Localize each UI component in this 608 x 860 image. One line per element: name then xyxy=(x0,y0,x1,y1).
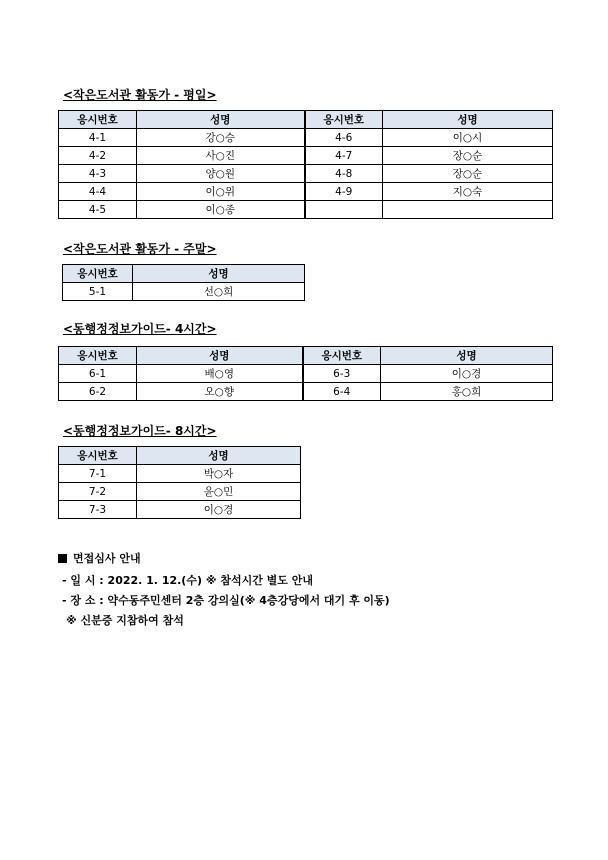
notice-heading xyxy=(58,550,141,566)
exam-number-cell: 4-5 xyxy=(59,201,137,219)
table-header-row xyxy=(63,265,305,283)
exam-number-cell: 4-8 xyxy=(305,165,383,183)
exam-number-cell: 6-4 xyxy=(303,383,381,401)
notice-note: ※ 신분증 지참하여 참석 xyxy=(66,614,184,627)
name-cell: 박○자 xyxy=(137,465,301,483)
exam-number-cell: 6-1 xyxy=(59,365,137,383)
name-cell: 이○종 xyxy=(137,201,305,219)
exam-number-cell: 7-2 xyxy=(59,483,137,501)
exam-number-cell: 7-1 xyxy=(59,465,137,483)
name-cell: 장○순 xyxy=(383,165,553,183)
header-name: 성명 xyxy=(133,265,305,283)
table-weekday xyxy=(58,110,553,219)
exam-number-cell: 6-2 xyxy=(59,383,137,401)
exam-number-cell: 6-3 xyxy=(303,365,381,383)
name-cell: 배○영 xyxy=(137,365,303,383)
header-exam-number: 응시번호 xyxy=(63,265,133,283)
table-row xyxy=(59,383,553,401)
table-weekend xyxy=(62,264,305,301)
table-guide-4h xyxy=(58,346,553,401)
header-exam-number: 응시번호 xyxy=(59,447,137,465)
table-row xyxy=(63,283,305,301)
name-cell: 장○순 xyxy=(383,147,553,165)
name-cell: 윤○민 xyxy=(137,483,301,501)
header-name: 성명 xyxy=(381,347,553,365)
name-cell: 선○희 xyxy=(133,283,305,301)
table-row xyxy=(59,501,301,519)
notice-place: - 장 소 : 약수동주민센터 2층 강의실(※ 4층강당에서 대기 후 이동) xyxy=(62,594,390,607)
exam-number-cell: 4-3 xyxy=(59,165,137,183)
name-cell xyxy=(383,201,553,219)
name-cell: 양○원 xyxy=(137,165,305,183)
section-title-guide-8h: <동행정정보가이드- 8시간> xyxy=(63,424,217,438)
name-cell: 이○경 xyxy=(381,365,553,383)
section-title-weekend: <작은도서관 활동가 - 주말> xyxy=(63,242,217,256)
table-header-row xyxy=(59,447,301,465)
table-row xyxy=(59,365,553,383)
exam-number-cell: 7-3 xyxy=(59,501,137,519)
section-title-guide-4h: <동행정정보가이드- 4시간> xyxy=(63,322,217,336)
exam-number-cell: 4-1 xyxy=(59,129,137,147)
name-cell: 이○경 xyxy=(137,501,301,519)
name-cell: 오○향 xyxy=(137,383,303,401)
table-guide-8h xyxy=(58,446,301,519)
table-row xyxy=(59,183,553,201)
table-row xyxy=(59,129,553,147)
header-name: 성명 xyxy=(137,347,303,365)
name-cell: 강○승 xyxy=(137,129,305,147)
exam-number-cell: 4-9 xyxy=(305,183,383,201)
exam-number-cell: 4-7 xyxy=(305,147,383,165)
notice-heading-text: 면접심사 안내 xyxy=(73,552,141,565)
table-row xyxy=(59,165,553,183)
name-cell: 사○진 xyxy=(137,147,305,165)
exam-number-cell: 5-1 xyxy=(63,283,133,301)
table-row xyxy=(59,465,301,483)
header-exam-number: 응시번호 xyxy=(59,347,137,365)
name-cell: 이○시 xyxy=(383,129,553,147)
table-header-row xyxy=(59,347,553,365)
header-exam-number: 응시번호 xyxy=(305,111,383,129)
name-cell: 이○위 xyxy=(137,183,305,201)
exam-number-cell xyxy=(305,201,383,219)
square-bullet-icon xyxy=(58,554,67,563)
header-exam-number: 응시번호 xyxy=(303,347,381,365)
table-row xyxy=(59,201,553,219)
exam-number-cell: 4-2 xyxy=(59,147,137,165)
table-header-row xyxy=(59,111,553,129)
section-title-weekday: <작은도서관 활동가 - 평일> xyxy=(63,88,217,102)
header-name: 성명 xyxy=(383,111,553,129)
notice-date: - 일 시 : 2022. 1. 12.(수) ※ 참석시간 별도 안내 xyxy=(62,574,314,587)
header-exam-number: 응시번호 xyxy=(59,111,137,129)
name-cell: 홍○희 xyxy=(381,383,553,401)
exam-number-cell: 4-4 xyxy=(59,183,137,201)
table-row xyxy=(59,483,301,501)
name-cell: 지○숙 xyxy=(383,183,553,201)
header-name: 성명 xyxy=(137,447,301,465)
exam-number-cell: 4-6 xyxy=(305,129,383,147)
header-name: 성명 xyxy=(137,111,305,129)
table-row xyxy=(59,147,553,165)
